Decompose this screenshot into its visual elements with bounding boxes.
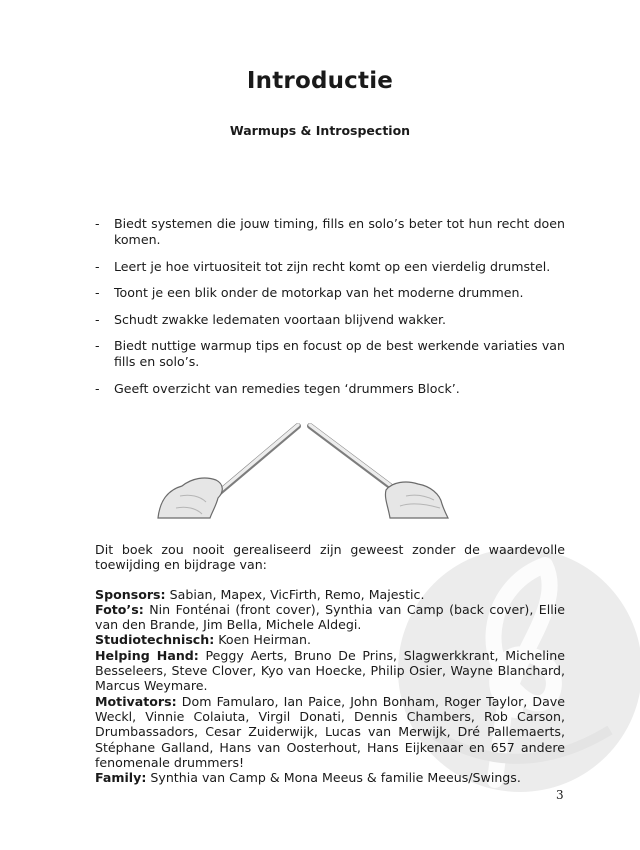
bullet-dash: - (95, 311, 100, 327)
credit-entry (95, 602, 565, 633)
list-item (95, 381, 565, 397)
credit-text: Koen Heirman. (214, 632, 311, 648)
credit-entry (95, 694, 565, 770)
credit-text: Dom Famularo, Ian Paice, John Bonham, Roger Taylor, Dave Weckl, Vinnie Colaiuta, Virgil Donati, Dennis Chambers, Rob Carson, Drumbassadors, Cesar Zuiderwijk, Lucas van Merwijk, Dré Pallemaerts, Stéphane Galland, Hans van Oosterhout, Hans Eijkenaar en 657 andere fenomenale drummers! (95, 693, 565, 770)
bullet-dash: - (95, 380, 100, 396)
credit-entry (95, 648, 565, 694)
list-item-text: Toont je een blik onder de motorkap van het moderne drummen. (114, 285, 524, 300)
list-item-text: Leert je hoe virtuositeit tot zijn recht komt op een vierdelig drumstel. (114, 258, 551, 274)
credit-text: Nin Fonténai (front cover), Synthia van Camp (back cover), Ellie van den Brande, Jim Bella, Michele Aldegi. (95, 601, 565, 633)
bullet-dash: - (95, 338, 100, 353)
credit-label: Motivators: (95, 693, 177, 709)
acknowledgements-intro: Dit boek zou nooit gerealiseerd zijn geweest zonder de waardevolle toewijding en bijdrage van: (95, 542, 565, 573)
list-item (95, 285, 565, 301)
credit-label: Family: (95, 770, 147, 786)
bullet-dash: - (95, 258, 100, 274)
list-item (95, 259, 565, 275)
credit-label: Sponsors: (95, 586, 166, 602)
list-item (95, 338, 565, 370)
credit-label: Helping Hand: (95, 647, 199, 663)
list-item-text: Biedt nuttige warmup tips en focust op de best werkende variaties van fills en solo’s. (114, 338, 565, 369)
list-item-text: Biedt systemen die jouw timing, fills en solo’s beter tot hun recht doen komen. (114, 216, 565, 247)
credit-text: Sabian, Mapex, VicFirth, Remo, Majestic. (165, 586, 425, 602)
left-hand (158, 478, 222, 518)
acknowledgements (95, 542, 565, 785)
list-item-text: Geeft overzicht van remedies tegen ‘drummers Block’. (114, 380, 460, 396)
list-item (95, 216, 565, 248)
credit-entry (95, 770, 565, 785)
page-title: Introductie (246, 68, 394, 94)
bullet-dash: - (95, 216, 100, 231)
credit-text: Peggy Aerts, Bruno De Prins, Slagwerkkrant, Micheline Besseleers, Steve Clover, Kyo van Hoecke, Philip Osier, Wayne Blanchard, Marcus Weymare. (95, 647, 565, 694)
right-hand (385, 482, 448, 518)
credit-label: Foto’s: (95, 601, 144, 617)
page-subtitle: Warmups & Introspection (229, 123, 411, 138)
credit-text: Synthia van Camp & Mona Meeus & familie Meeus/Swings. (146, 770, 521, 786)
hands-holding-drumsticks-icon (150, 410, 480, 520)
list-item (95, 312, 565, 328)
list-item-text: Schudt zwakke ledematen voortaan blijvend wakker. (114, 311, 446, 327)
feature-list (95, 216, 565, 407)
bullet-dash: - (95, 285, 100, 300)
page-number: 3 (556, 788, 564, 802)
credit-entry (95, 632, 565, 647)
credit-entry (95, 587, 565, 602)
credit-label: Studiotechnisch: (95, 632, 215, 648)
